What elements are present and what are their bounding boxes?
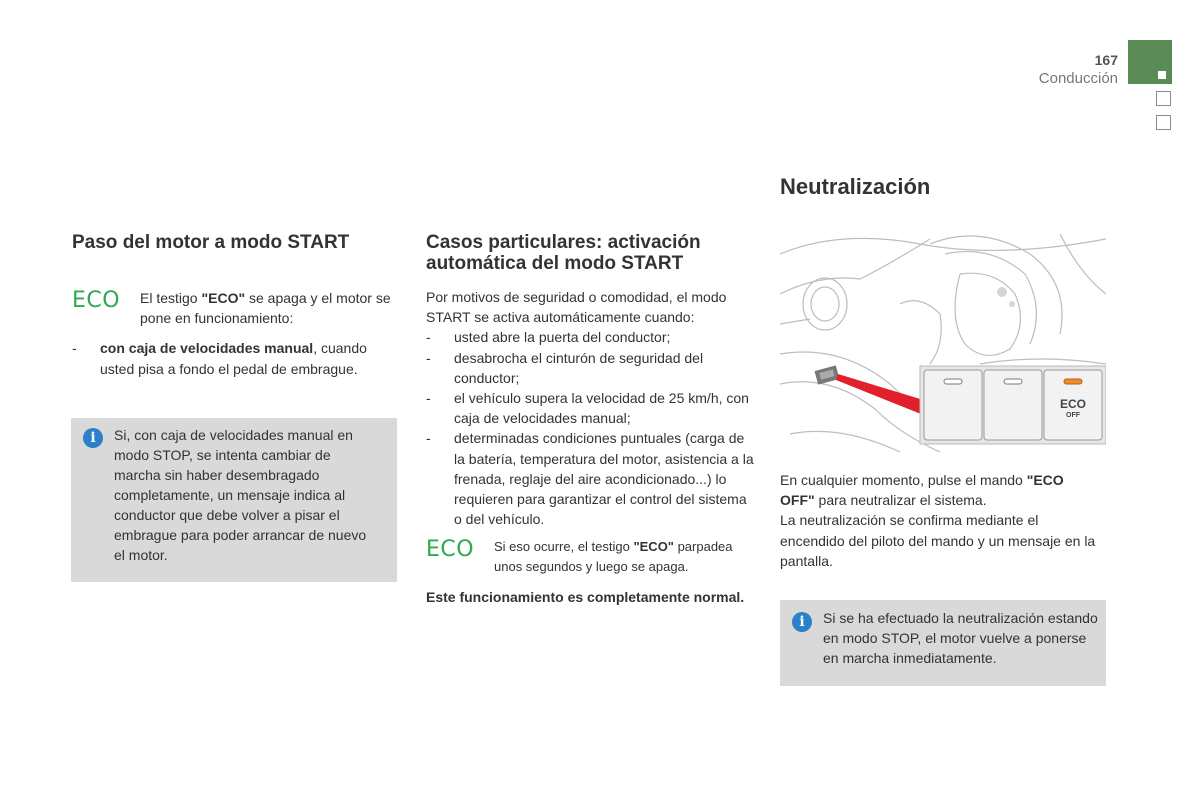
info-text: Si se ha efectuado la neutralización estando en modo STOP, el motor vuelve a ponerse en marcha inmediatamente. <box>823 610 1098 666</box>
section-name: Conducción <box>1038 70 1118 87</box>
middle-column <box>426 287 756 608</box>
eco-paragraph: El testigo "ECO" se apaga y el motor se pone en funcionamiento: <box>140 290 391 327</box>
list-item: - determinadas condiciones puntuales (carga de la batería, temperatura del motor, asistencia a la frenada, reglaje del aire acondicionado...) lo requieren para garantizar el control del sistema o del vehículo. <box>426 428 756 529</box>
info-icon: i <box>792 612 812 632</box>
info-icon: i <box>83 428 103 448</box>
eco-off-button[interactable] <box>1044 398 1102 422</box>
manual-gearbox-list <box>72 338 400 378</box>
conditions-list <box>426 327 756 529</box>
right-heading: Neutralización <box>780 174 931 199</box>
eco-paragraph: Si eso ocurre, el testigo "ECO" parpadea unos segundos y luego se apaga. <box>494 539 733 575</box>
chapter-tab <box>1128 40 1172 84</box>
normal-operation-note: Este funcionamiento es completamente normal. <box>426 589 745 606</box>
eco-off-button-label: ECO <box>1059 397 1086 411</box>
eco-row <box>426 537 756 577</box>
intro-paragraph: Por motivos de seguridad o comodidad, el modo START se activa automáticamente cuando: <box>426 289 727 326</box>
info-text: Si, con caja de velocidades manual en modo STOP, se intenta cambiar de marcha sin haber desembragado completamente, un mensaje indica al conductor que debe volver a pisar el embrague para poder arrancar de nuevo el motor. <box>114 427 367 563</box>
list-item: - el vehículo supera la velocidad de 25 km/h, con caja de velocidades manual; <box>426 388 756 428</box>
confirmation-paragraph: La neutralización se confirma mediante el encendido del piloto del mando y un mensaje en la pantalla. <box>780 512 1096 569</box>
right-column <box>780 470 1100 571</box>
list-item: - desabrocha el cinturón de seguridad del conductor; <box>426 348 756 388</box>
eco-indicator-icon: ECO <box>426 537 475 563</box>
tab-marker <box>1158 71 1166 79</box>
info-box <box>780 600 1106 686</box>
middle-heading: Casos particulares: activación automática del modo START <box>426 232 701 274</box>
info-box <box>71 418 397 582</box>
dashboard-illustration <box>780 234 1106 452</box>
left-heading: Paso del motor a modo START <box>72 232 350 253</box>
tab-square <box>1156 115 1171 130</box>
list-item: - con caja de velocidades manual, cuando usted pisa a fondo el pedal de embrague. <box>72 338 400 378</box>
eco-off-button-sublabel: OFF <box>1066 412 1080 419</box>
list-item: - usted abre la puerta del conductor; <box>426 327 756 347</box>
eco-row <box>72 288 400 328</box>
neutralize-paragraph: En cualquier momento, pulse el mando "ECO OFF" para neutralizar el sistema. <box>780 472 1064 509</box>
page-number: 167 <box>1094 52 1118 68</box>
eco-indicator-icon: ECO <box>72 288 121 313</box>
left-column <box>72 288 400 379</box>
tab-square <box>1156 91 1171 106</box>
